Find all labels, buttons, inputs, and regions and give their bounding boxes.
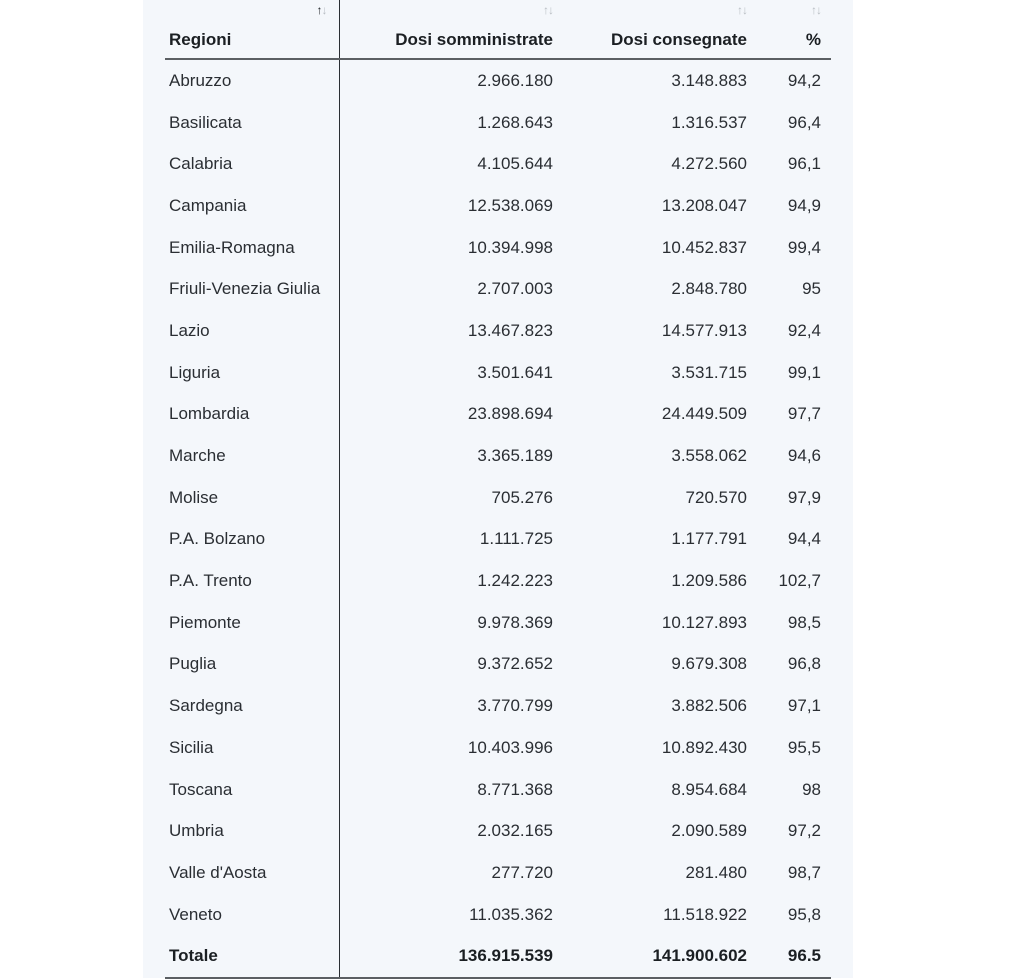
table-row xyxy=(165,769,831,811)
region-cell: Friuli-Venezia Giulia xyxy=(165,268,339,310)
table-row xyxy=(165,685,831,727)
region-cell: Lombardia xyxy=(165,394,339,436)
percent-cell: 99,4 xyxy=(787,237,821,257)
delivered-cell: 24.449.509 xyxy=(661,404,747,424)
percent-cell: 95 xyxy=(802,279,821,299)
percent-cell: 95,8 xyxy=(787,904,821,924)
region-cell: Valle d'Aosta xyxy=(165,852,339,894)
delivered-cell: 1.209.586 xyxy=(671,571,747,591)
percent-cell: 94,4 xyxy=(787,529,821,549)
table-row xyxy=(165,519,831,561)
region-cell: Basilicata xyxy=(165,102,339,144)
percent-cell: 98,7 xyxy=(787,862,821,882)
administered-cell: 705.276 xyxy=(491,487,553,507)
percent-cell: 102,7 xyxy=(778,571,821,591)
region-cell: Veneto xyxy=(165,894,339,936)
delivered-cell: 11.518.922 xyxy=(663,904,747,924)
table-row xyxy=(165,894,831,936)
administered-cell: 3.770.799 xyxy=(477,696,553,716)
delivered-cell: 2.848.780 xyxy=(671,279,747,299)
total-row xyxy=(165,935,831,978)
administered-cell: 9.978.369 xyxy=(477,612,553,632)
table-row xyxy=(165,185,831,227)
administered-cell: 10.394.998 xyxy=(467,237,553,257)
table-row xyxy=(165,143,831,185)
region-cell: Umbria xyxy=(165,810,339,852)
delivered-cell: 3.531.715 xyxy=(671,362,747,382)
region-cell: Sardegna xyxy=(165,685,339,727)
column-header-label: Dosi somministrate xyxy=(395,30,553,49)
header-row xyxy=(165,0,831,59)
percent-cell: 96,8 xyxy=(787,654,821,674)
vaccine-doses-table xyxy=(165,0,831,979)
percent-cell: 95,5 xyxy=(787,737,821,757)
percent-cell: 96,4 xyxy=(787,112,821,132)
region-cell: Abruzzo xyxy=(165,59,339,102)
administered-cell: 277.720 xyxy=(491,862,553,882)
delivered-cell: 2.090.589 xyxy=(671,821,747,841)
administered-cell: 12.538.069 xyxy=(467,195,553,215)
sort-arrows-icon[interactable]: ↑↓ xyxy=(811,3,821,17)
table-row xyxy=(165,394,831,436)
table-row xyxy=(165,352,831,394)
administered-cell: 1.242.223 xyxy=(477,571,553,591)
percent-cell: 98,5 xyxy=(787,612,821,632)
table-row xyxy=(165,268,831,310)
delivered-cell: 720.570 xyxy=(685,487,747,507)
column-header-label: Dosi consegnate xyxy=(610,30,747,49)
percent-cell: 97,1 xyxy=(787,696,821,716)
percent-cell: 97,7 xyxy=(787,404,821,424)
administered-cell: 23.898.694 xyxy=(467,404,553,424)
region-cell: Campania xyxy=(165,185,339,227)
delivered-cell: 14.577.913 xyxy=(661,320,747,340)
region-cell: Toscana xyxy=(165,769,339,811)
region-cell: Liguria xyxy=(165,352,339,394)
delivered-cell: 1.177.791 xyxy=(671,529,747,549)
delivered-cell: 10.452.837 xyxy=(661,237,747,257)
table-row xyxy=(165,602,831,644)
percent-cell: 97,2 xyxy=(787,821,821,841)
administered-cell: 13.467.823 xyxy=(467,320,553,340)
percent-cell: 92,4 xyxy=(787,320,821,340)
administered-cell: 2.966.180 xyxy=(477,70,553,90)
table-row xyxy=(165,102,831,144)
sort-arrows-icon[interactable]: ↑↓ xyxy=(737,3,747,17)
region-cell: Marche xyxy=(165,435,339,477)
administered-cell: 1.268.643 xyxy=(477,112,553,132)
table-row xyxy=(165,727,831,769)
delivered-cell: 4.272.560 xyxy=(671,154,747,174)
delivered-cell: 141.900.602 xyxy=(563,935,757,978)
sort-arrows-icon[interactable]: ↑↓ xyxy=(316,3,327,17)
percent-cell: 99,1 xyxy=(787,362,821,382)
table-row xyxy=(165,560,831,602)
region-cell: Calabria xyxy=(165,143,339,185)
delivered-cell: 10.127.893 xyxy=(661,612,747,632)
administered-cell: 1.111.725 xyxy=(479,529,553,549)
column-header-percent[interactable] xyxy=(757,0,831,59)
table-row xyxy=(165,227,831,269)
region-cell: P.A. Trento xyxy=(165,560,339,602)
percent-cell: 96.5 xyxy=(757,935,831,978)
percent-cell: 98 xyxy=(802,779,821,799)
column-header-regioni[interactable] xyxy=(165,0,339,59)
table-row xyxy=(165,477,831,519)
percent-cell: 94,6 xyxy=(787,446,821,466)
administered-cell: 11.035.362 xyxy=(469,904,553,924)
delivered-cell: 10.892.430 xyxy=(661,737,747,757)
table-row xyxy=(165,435,831,477)
region-cell: Puglia xyxy=(165,644,339,686)
delivered-cell: 3.148.883 xyxy=(671,70,747,90)
column-header-dosi-somministrate[interactable] xyxy=(339,0,563,59)
delivered-cell: 3.882.506 xyxy=(671,696,747,716)
delivered-cell: 9.679.308 xyxy=(671,654,747,674)
region-cell: Emilia-Romagna xyxy=(165,227,339,269)
percent-cell: 94,2 xyxy=(787,70,821,90)
region-cell: P.A. Bolzano xyxy=(165,519,339,561)
percent-cell: 96,1 xyxy=(787,154,821,174)
delivered-cell: 3.558.062 xyxy=(671,446,747,466)
table-row xyxy=(165,852,831,894)
delivered-cell: 281.480 xyxy=(685,862,747,882)
region-cell: Sicilia xyxy=(165,727,339,769)
percent-cell: 97,9 xyxy=(787,487,821,507)
administered-cell: 3.365.189 xyxy=(477,446,553,466)
administered-cell: 136.915.539 xyxy=(339,935,563,978)
table-row xyxy=(165,810,831,852)
column-header-dosi-consegnate[interactable] xyxy=(563,0,757,59)
administered-cell: 2.707.003 xyxy=(477,279,553,299)
delivered-cell: 1.316.537 xyxy=(671,112,747,132)
table-row xyxy=(165,644,831,686)
region-cell: Lazio xyxy=(165,310,339,352)
column-header-label: % xyxy=(805,30,821,49)
table-row xyxy=(165,59,831,102)
table-row xyxy=(165,310,831,352)
region-cell: Totale xyxy=(165,935,339,978)
administered-cell: 10.403.996 xyxy=(467,737,553,757)
administered-cell: 3.501.641 xyxy=(477,362,553,382)
sort-arrows-icon[interactable]: ↑↓ xyxy=(543,3,553,17)
administered-cell: 2.032.165 xyxy=(477,821,553,841)
administered-cell: 8.771.368 xyxy=(477,779,553,799)
region-cell: Molise xyxy=(165,477,339,519)
column-header-label: Regioni xyxy=(169,30,232,49)
administered-cell: 9.372.652 xyxy=(477,654,553,674)
percent-cell: 94,9 xyxy=(787,195,821,215)
delivered-cell: 13.208.047 xyxy=(661,195,747,215)
administered-cell: 4.105.644 xyxy=(477,154,553,174)
delivered-cell: 8.954.684 xyxy=(671,779,747,799)
region-cell: Piemonte xyxy=(165,602,339,644)
